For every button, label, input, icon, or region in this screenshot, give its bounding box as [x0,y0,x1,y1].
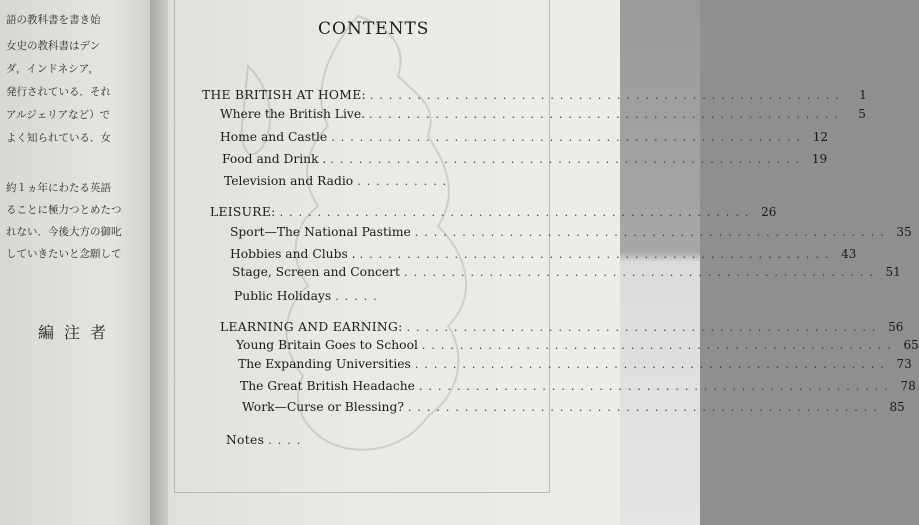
leader-dots: .................................................. [403,266,879,279]
toc-entry-label: The Expanding Universities [238,357,411,371]
toc-page-number: 56 [888,320,904,334]
toc-entry [222,152,828,170]
leader-dots: .................................................. [418,380,894,393]
leader-dots: .................................................. [330,153,806,166]
toc-page-number: 43 [841,247,857,261]
toc-notes-label: Notes [226,433,265,447]
left-page-line: 発行されている．それ [6,86,111,98]
toc-section-heading [220,320,904,338]
toc-entry-label: Young Britain Goes to School [236,338,418,352]
toc-entry-label: Hobbies and Clubs . [230,247,356,261]
leader-dots: ..... [335,290,383,303]
toc-page-number: 85 [889,400,905,414]
leader-dots: .................................................. [414,226,890,239]
toc-page-number: 73 [896,357,912,371]
left-page-line: 語の教科書を書き始 [6,14,101,26]
toc-entry [238,357,912,375]
left-page [0,0,158,525]
toc-entry [230,225,912,243]
toc-entry [230,247,857,265]
toc-entry-label: Sport—The National Pastime [230,225,411,239]
toc-entry [224,174,453,192]
left-page-line: ることに極力つとめたつ [6,204,122,216]
leader-dots: .................................................. [414,358,890,371]
toc-section-label: LEARNING AND EARNING: [220,320,403,334]
toc-page-number: 51 [885,265,901,279]
left-page-line: れない．今後大方の御叱 [6,226,122,238]
left-page-line: 約１ヵ年にわたる英語 [6,182,111,194]
leader-dots: .................................................. [369,108,844,121]
background-surface [612,0,700,525]
leader-dots: .................................................. [406,321,882,334]
editor-signature: 編注者 [38,323,117,342]
left-page-line: ダ，インドネシア， [6,63,99,75]
toc-page-number: 5 [858,107,866,121]
contents-page [168,0,919,525]
toc-entry [220,130,829,148]
toc-section-heading [210,205,777,223]
left-page-line: アルジェリアなど）で [6,109,111,121]
leader-dots: .................................................. [407,401,883,414]
toc-entry [234,289,383,307]
toc-page-number: 12 [812,130,829,144]
toc-entry-label: Television and Radio [224,174,354,188]
toc-entry-label: Food and Drink . [222,152,327,166]
toc-entry [220,107,866,125]
leader-dots: .......... [357,175,453,188]
toc-entry-label: Work—Curse or Blessing? [242,400,404,414]
leader-dots: .................................................. [369,89,845,102]
toc-page-number: 35 [896,225,912,239]
toc-entry-label: Stage, Screen and Concert [232,265,400,279]
toc-section-label: LEISURE: [210,205,276,219]
toc-entry-label: Where the British Live. [220,107,366,121]
toc-entry [232,265,901,283]
toc-page-number: 26 [761,205,777,219]
toc-page-number: 1 [859,88,867,102]
leader-dots: .................................................. [359,248,835,261]
leader-dots: .................................................. [279,206,755,219]
leader-dots: .................................................. [421,339,897,352]
page-title: CONTENTS [318,19,430,39]
toc-entry [242,400,905,418]
toc-page-number: 65 [903,338,919,352]
left-page-line: していきたいと念願して [6,248,122,260]
toc-page-number: 19 [811,152,828,166]
toc-entry-label: Home and Castle [220,130,328,144]
toc-entry-label: Public Holidays [234,289,332,303]
leader-dots: .................................................. [331,131,807,144]
toc-page-number: 78 [900,379,916,393]
toc-entry [240,379,916,397]
left-page-line: 女史の教科書はデン [6,40,101,52]
leader-dots: .... [268,434,307,447]
toc-section-heading [202,88,867,106]
toc-entry [236,338,919,356]
toc-notes [226,433,346,451]
toc-entry-label: The Great British Headache [240,379,415,393]
table-of-contents [168,0,919,525]
toc-section-label: THE BRITISH AT HOME: [202,88,366,102]
left-page-line: よく知られている．女 [6,132,111,144]
